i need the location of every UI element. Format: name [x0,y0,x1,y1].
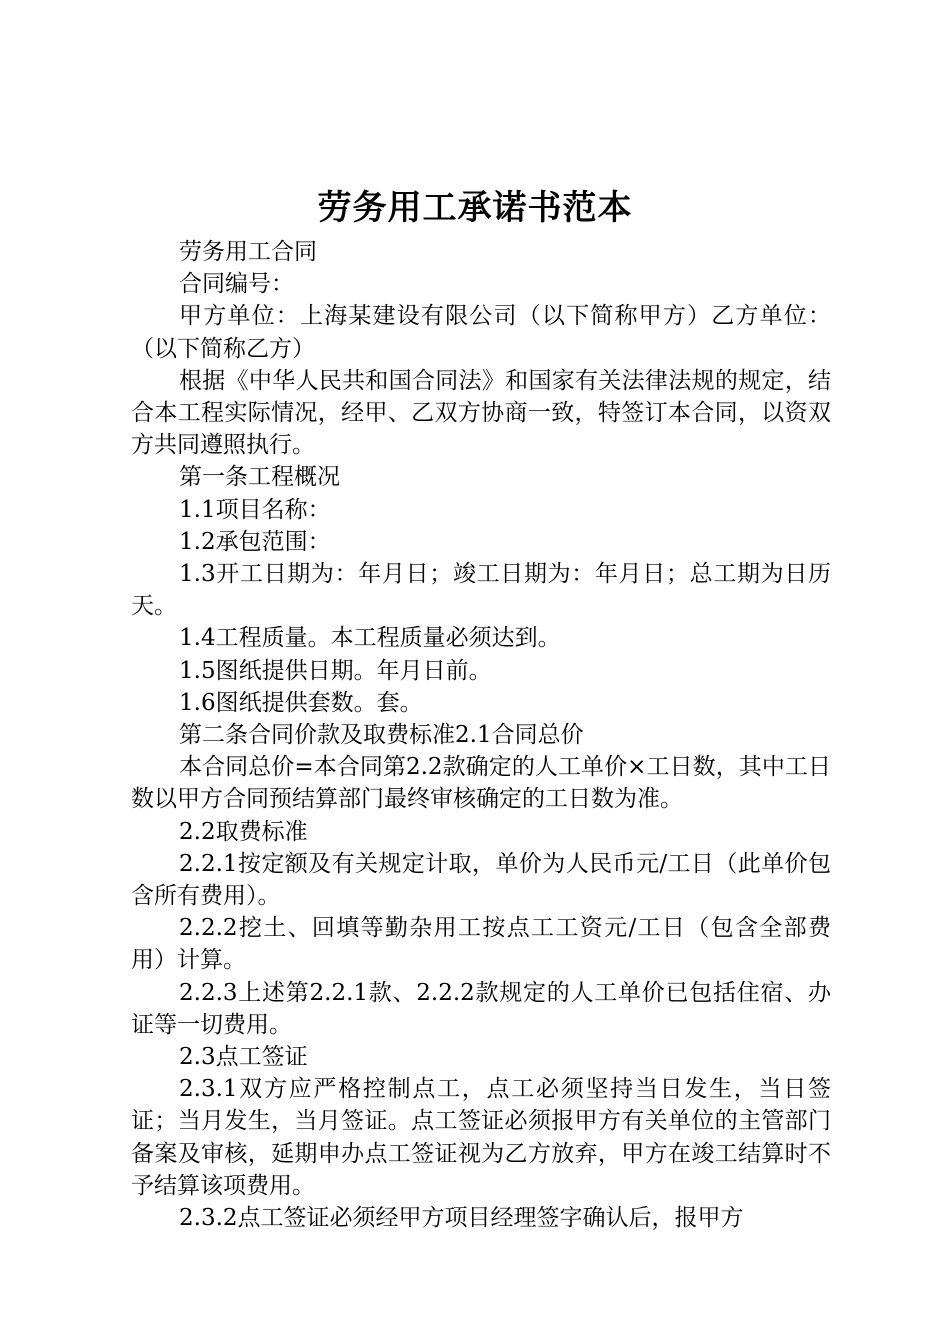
paragraph-2-2-2: 2.2.2挖土、回填等勤杂用工按点工工资元/工日（包含全部费用）计算。 [131,915,831,974]
paragraph-article-1-heading: 第一条工程概况 [179,464,340,491]
paragraph-2-2-3: 2.2.3上述第2.2.1款、2.2.2款规定的人工单价已包括住宿、办证等一切费用。 [131,979,831,1038]
paragraph-2-2: 2.2取费标准 [179,818,308,845]
paragraph-2-3: 2.3点工签证 [179,1044,308,1071]
document-title: 劳务用工承诺书范本 [317,188,633,228]
paragraph-contract-number: 合同编号： [179,271,294,298]
paragraph-1-3: 1.3开工日期为：年月日；竣工日期为：年月日；总工期为日历天。 [131,561,831,620]
paragraph-2-3-2: 2.3.2点工签证必须经甲方项目经理签字确认后，报甲方 [179,1205,744,1232]
paragraph-2-3-1: 2.3.1双方应严格控制点工，点工必须坚持当日发生，当日签证；当月发生，当月签证。点工签证必须报甲方有关单位的主管部门备案及审核，延期申办点工签证视为乙方放弃，甲方在竣工结算时不予结算该项费用。 [131,1076,831,1199]
paragraph-1-2: 1.2承包范围： [179,528,331,555]
paragraph-1-6: 1.6图纸提供套数。套。 [179,689,423,716]
paragraph-2-2-1: 2.2.1按定额及有关规定计取，单价为人民币元/工日（此单价包含所有费用）。 [131,850,831,910]
paragraph-total-price: 本合同总价=本合同第2.2款确定的人工单价×工日数，其中工日数以甲方合同预结算部门最终审核确定的工日数为准。 [131,754,831,813]
paragraph-1-4: 1.4工程质量。本工程质量必须达到。 [179,625,561,652]
paragraph-parties: 甲方单位：上海某建设有限公司（以下简称甲方）乙方单位：（以下简称乙方） [131,303,831,362]
document-body [131,236,831,1234]
paragraph-1-5: 1.5图纸提供日期。年月日前。 [179,657,492,684]
paragraph-contract-heading: 劳务用工合同 [179,239,317,265]
paragraph-legal-basis: 根据《中华人民共和国合同法》和国家有关法律法规的规定，结合本工程实际情况，经甲、乙双方协商一致，特签订本合同，以资双方共同遵照执行。 [131,367,831,459]
paragraph-1-1: 1.1项目名称： [179,496,331,523]
paragraph-article-2-heading: 第二条合同价款及取费标准2.1合同总价 [179,722,584,749]
